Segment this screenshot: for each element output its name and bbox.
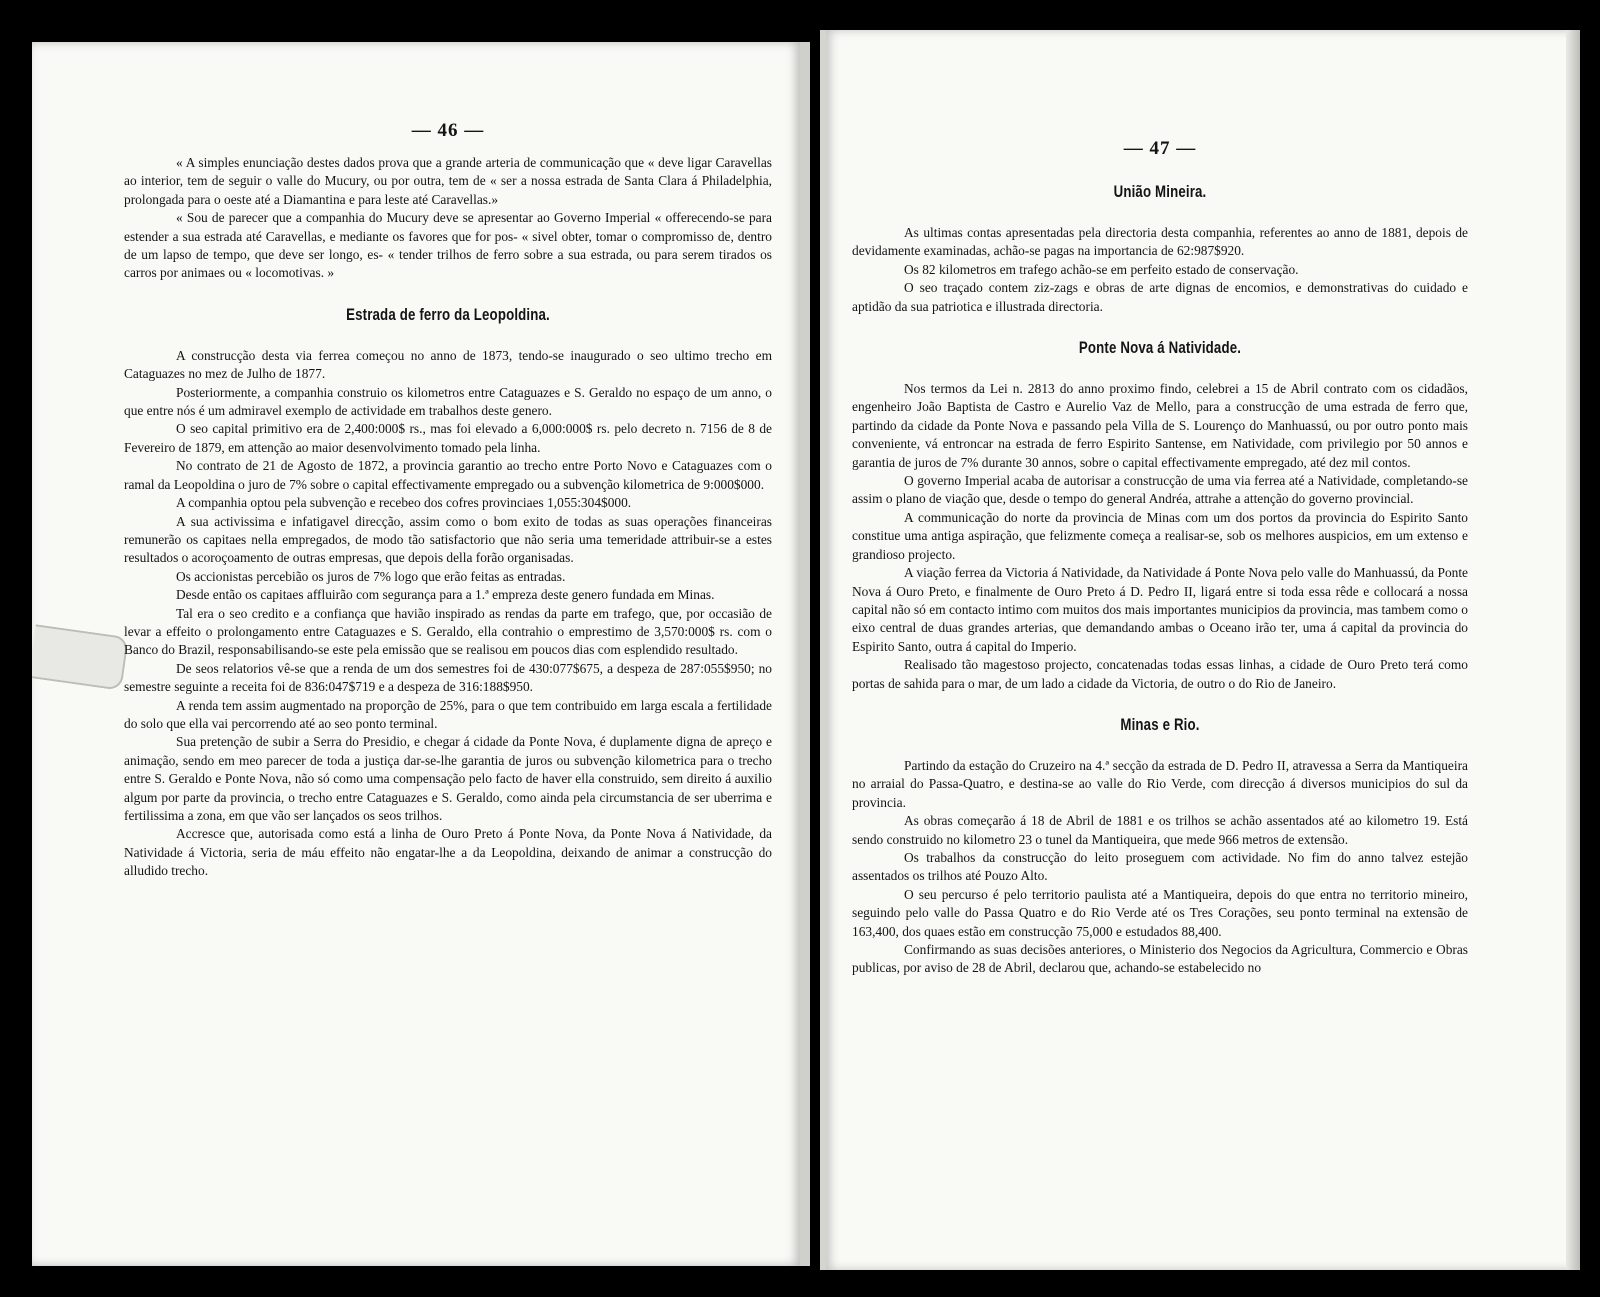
body-paragraph: No contrato de 21 de Agosto de 1872, a provincia garantio ao trecho entre Porto Novo e Cataguazes com o ramal da Leopoldina o juro de 7% sobre o capital effectivamente empregado ou a subvenção kilometrica de 9:000$000. <box>124 458 772 492</box>
section-heading-minas-e-rio: Minas e Rio. <box>1120 714 1200 734</box>
body-paragraph: A viação ferrea da Victoria á Natividade, da Natividade á Ponte Nova pelo valle do Manhuassú, da Ponte Nova á Ouro Preto, e finalmente de Ouro Preto á D. Pedro II, ligará entre si toda essa rêde e collocará a nossa capital não só em contacto intimo com muitos dos mais importantes municipios da provincia, mas tambem como o eixo central de duas grandes arterias, que demandando ambas o Oceano irão ter, uma á capital da provincia do Espirito Santo, outra á capital do Imperio. <box>852 565 1468 654</box>
left-page-content <box>124 120 772 881</box>
body-paragraph: A sua activissima e infatigavel direcção, assim como o bom exito de todas as suas operações financeiras remunerão os capitaes nella empregados, de modo tão satisfactorio que não seria uma temeridade attribuir-se a estes resultados o acoroçoamento de outras empresas, que depois della forão organisadas. <box>124 513 772 566</box>
body-paragraph: Os 82 kilometros em trafego achão-se em perfeito estado de conservação. <box>904 261 1299 277</box>
body-paragraph: Tal era o seo credito e a confiança que havião inspirado as rendas da parte em trafego, que, por occasião de levar a effeito o prolongamento entre Cataguazes e S. Geraldo, ella contrahio o emprestimo de 3,570:000$ rs. com o Banco do Brazil, responsabilisando-se este pela emissão que se realisou em poucos dias com esplendido resultado. <box>124 605 772 658</box>
body-paragraph: O seo traçado contem ziz-zags e obras de arte dignas de encomios, e demonstrativas do cuidado e aptidão da sua patriotica e illustrada directoria. <box>852 280 1468 314</box>
body-paragraph: Os trabalhos da construcção do leito proseguem com actividade. No fim do anno talvez estejão assentados os trilhos até Pouzo Alto. <box>852 849 1468 884</box>
body-paragraph: As obras começarão á 18 de Abril de 1881 e os trilhos se achão assentados até ao kilometro 19. Está sendo construido no kilometro 23 o tunel da Mantiqueira, que mede 966 metros de extensão. <box>852 813 1468 847</box>
page-number: — 47 — <box>1123 138 1197 159</box>
body-paragraph: As ultimas contas apresentadas pela directoria desta companhia, referentes ao anno de 1881, depois de devidamente examinadas, achão-se pagas na importancia de 62:987$920. <box>852 225 1468 259</box>
body-paragraph: Desde então os capitaes affluirão com segurança para a 1.ª empreza deste genero fundada em Minas. <box>176 587 715 603</box>
body-paragraph: Realisado tão magestoso projecto, concatenadas todas essas linhas, a cidade de Ouro Preto terá como portas de sahida para o mar, de um lado a cidade da Victoria, de outro o do Rio de Janeiro. <box>852 657 1468 691</box>
body-paragraph: Partindo da estação do Cruzeiro na 4.ª secção da estrada de D. Pedro II, atravessa a Serra da Mantiqueira no arraial do Passa-Quatro, e destina-se ao valle do Rio Verde, com direcção á diversos municipios do sul da provincia. <box>852 757 1468 810</box>
left-page <box>32 42 810 1266</box>
page-tab-marker <box>32 624 129 691</box>
quote-paragraph: « A simples enunciação destes dados prova que a grande arteria de communicação que « deve ligar Caravellas ao interior, tem de seguir o valle do Mucury, ou por outra, tem de « ser a nossa estrada de Santa Clara á Philadelphia, prolongada para o oeste até a Diamantina e para leste até Caravellas.» <box>124 155 772 207</box>
body-paragraph: Sua pretenção de subir a Serra do Presidio, e chegar á cidade da Ponte Nova, é duplamente digna de apreço e animação, sendo em meo parecer de toda a justiça dar-se-lhe garantia de juros ou subvenção kilometrica para o trecho entre S. Geraldo e Ponte Nova, não só como uma compensação pelo facto de haver ella construido, sem direito á auxilio algum por parte da provincia, o trecho entre Cataguazes e S. Geraldo, como ainda pela circumstancia de ser uberrima e fertilissima a zona, em que vão ser lançados os seos trilhos. <box>124 734 772 823</box>
body-paragraph: Confirmando as suas decisões anteriores, o Ministerio dos Negocios da Agricultura, Commercio e Obras publicas, por aviso de 28 de Abril, declarou que, achando-se estabelecido no <box>852 942 1468 976</box>
body-paragraph: O seu percurso é pelo territorio paulista até a Mantiqueira, depois do que entra no territorio mineiro, seguindo pelo valle do Passa Quatro e do Rio Verde até os Tres Corações, seu ponto terminal na extensão de 163,400, dos quaes estão em construcção 75,000 e estudados 88,400. <box>852 886 1468 939</box>
page-number: — 46 — <box>411 120 485 141</box>
body-paragraph: Accresce que, autorisada como está a linha de Ouro Preto á Ponte Nova, da Ponte Nova á Natividade, da Natividade á Victoria, seria de máu effeito não engatar-lhe a da Leopoldina, deixando de animar a construcção do alludido trecho. <box>124 826 772 879</box>
quote-paragraph: « Sou de parecer que a companhia do Mucury deve se apresentar ao Governo Imperial « offerecendo-se para estender a sua estrada até Caravellas, e mediante os favores que for pos- « sivel obter, tomar o compromisso de, dentro de um lapso de tempo, que deve ser longo, es- « tender trilhos de ferro sobre a sua estrada, ou para serem tirados os carros por animaes ou « locomotivas. » <box>124 210 772 281</box>
body-paragraph: A communicação do norte da provincia de Minas com um dos portos da provincia do Espirito Santo constitue uma antiga aspiração, que felizmente começa a realisar-se, sob os melhores auspicios, em um extenso e grandioso projecto. <box>852 509 1468 562</box>
body-paragraph: Nos termos da Lei n. 2813 do anno proximo findo, celebrei a 15 de Abril contrato com os cidadãos, engenheiro João Baptista de Castro e Aurelio Vaz de Mello, para a construcção de uma estrada de ferro que, partindo da cidade da Ponte Nova e passando pela Villa de S. Lourenço do Manhuassú, ou por outro ponto mais conveniente, vá entroncar na estrada de ferro Espirito Santense, em Natividade, com privilegio por 50 annos e garantia de juros de 7% durante 30 annos, sobre o capital effectivamente empregado, até dez mil contos. <box>852 381 1468 470</box>
body-paragraph: De seos relatorios vê-se que a renda de um dos semestres foi de 430:077$675, a despeza de 287:055$950; no semestre seguinte a receita foi de 836:047$719 e a despeza de 316:188$950. <box>124 660 772 695</box>
section-heading: Estrada de ferro da Leopoldina. <box>346 304 550 324</box>
body-paragraph: A renda tem assim augmentado na proporção de 25%, para o que tem contribuido em larga escala a fertilidade do solo que ella vai percorrendo até ao seo ponto terminal. <box>124 697 772 731</box>
right-page-content <box>852 138 1468 978</box>
body-paragraph: O seo capital primitivo era de 2,400:000$ rs., mas foi elevado a 6,000:000$ rs. pelo decreto n. 7156 de 8 de Fevereiro de 1879, em attenção ao maior desenvolvimento tomado pela linha. <box>124 421 772 455</box>
section-heading-uniao-mineira: União Mineira. <box>1113 182 1207 201</box>
right-page <box>820 30 1580 1270</box>
body-paragraph: A construcção desta via ferrea começou no anno de 1873, tendo-se inaugurado o seo ultimo trecho em Cataguazes no mez de Julho de 1877. <box>124 347 772 382</box>
body-paragraph: A companhia optou pela subvenção e recebeo dos cofres provinciaes 1,055:304$000. <box>176 495 632 511</box>
body-paragraph: Os accionistas percebião os juros de 7% logo que erão feitas as entradas. <box>176 568 566 584</box>
section-heading-ponte-nova: Ponte Nova á Natividade. <box>1078 338 1242 358</box>
body-paragraph: Posteriormente, a companhia construio os kilometros entre Cataguazes e S. Geraldo no espaço de um anno, o que entre nós é um admiravel exemplo de actividade em trabalhos deste genero. <box>124 384 772 419</box>
body-paragraph: O governo Imperial acaba de autorisar a construcção de uma via ferrea até a Natividade, completando-se assim o plano de viação que, desde o tempo do general Andréa, attrahe a attenção do governo provincial. <box>852 473 1468 507</box>
